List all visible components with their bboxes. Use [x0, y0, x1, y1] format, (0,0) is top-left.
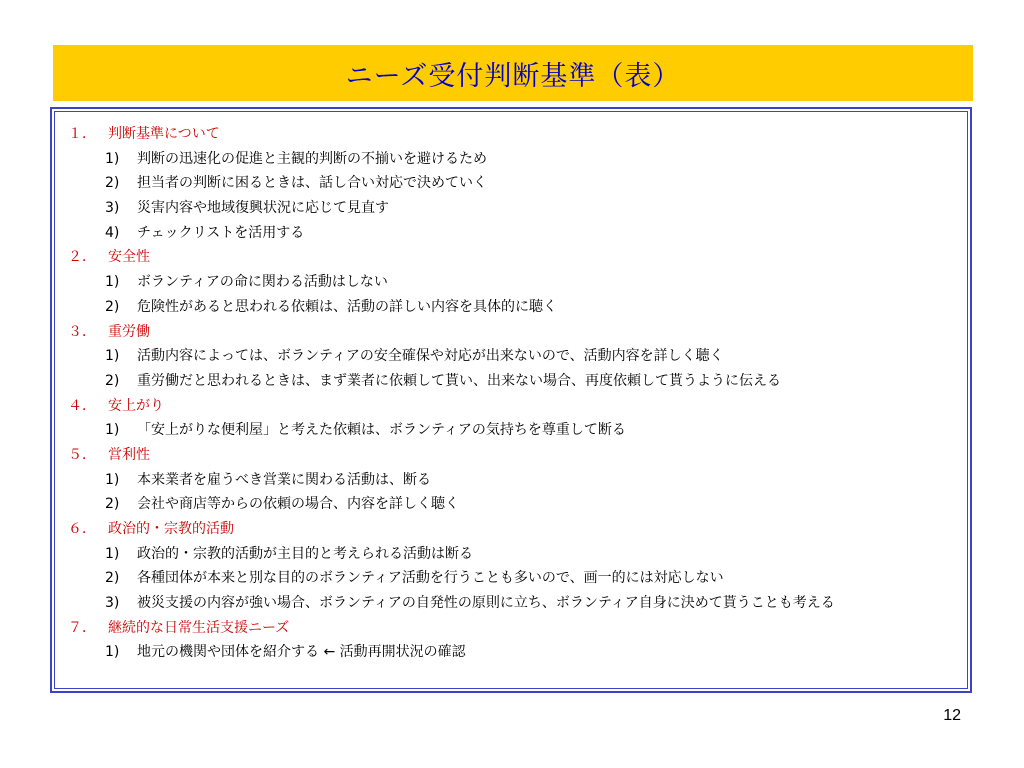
section-heading: [55, 394, 967, 419]
list-item: [55, 591, 967, 616]
section-heading: [55, 616, 967, 641]
item-text: 担当者の判断に困るときは、話し合い対応で決めていく: [137, 175, 487, 192]
section-6: [55, 517, 967, 616]
item-text: 重労働だと思われるときは、まず業者に依頼して貰い、出来ない場合、再度依頼して貰うように伝える: [137, 372, 781, 389]
list-item: [55, 295, 967, 320]
list-item: [55, 369, 967, 394]
section-title: 継続的な日常生活支援ニーズ: [108, 619, 290, 636]
item-number: 2): [105, 372, 120, 389]
item-text: 各種団体が本来と別な目的のボランティア活動を行うことも多いので、画一的には対応しない: [137, 570, 724, 587]
item-number: 2): [105, 570, 120, 587]
item-text: 危険性があると思われる依頼は、活動の詳しい内容を具体的に聴く: [137, 298, 557, 315]
item-text: 会社や商店等からの依頼の場合、内容を詳しく聴く: [137, 496, 459, 513]
section-title: 安上がり: [108, 397, 164, 414]
item-number: 2): [105, 298, 120, 315]
section-1: [55, 122, 967, 245]
section-number: ４．: [68, 397, 96, 414]
item-number: 1): [105, 150, 120, 167]
item-text: 「安上がりな便利屋」と考えた依頼は、ボランティアの気持ちを尊重して断る: [137, 422, 626, 439]
section-5: [55, 443, 967, 517]
page-number: 12: [943, 707, 961, 724]
item-text: 地元の機関や団体を紹介する ← 活動再開状況の確認: [137, 644, 466, 661]
item-number: 3): [105, 200, 120, 217]
section-heading: [55, 122, 967, 147]
item-number: 3): [105, 595, 120, 612]
section-4: [55, 394, 967, 443]
item-number: 1): [105, 348, 120, 365]
list-item: [55, 418, 967, 443]
item-number: 1): [105, 545, 120, 562]
item-text: 災害内容や地域復興状況に応じて見直す: [137, 200, 389, 217]
item-number: 2): [105, 496, 120, 513]
section-heading: [55, 517, 967, 542]
section-title: 営利性: [108, 446, 150, 463]
list-item: [55, 171, 967, 196]
list-item: [55, 221, 967, 246]
list-item: [55, 270, 967, 295]
slide-title: ニーズ受付判断基準（表）: [345, 60, 681, 92]
section-number: ７．: [68, 619, 96, 636]
list-item: [55, 468, 967, 493]
item-number: 1): [105, 471, 120, 488]
list-item: [55, 147, 967, 172]
item-text: 活動内容によっては、ボランティアの安全確保や対応が出来ないので、活動内容を詳しく聴く: [137, 348, 724, 365]
item-number: 1): [105, 274, 120, 291]
section-title: 判断基準について: [108, 126, 220, 142]
section-3: [55, 320, 967, 394]
item-number: 1): [105, 422, 120, 439]
section-title: 政治的・宗教的活動: [108, 521, 234, 537]
list-item: [55, 344, 967, 369]
item-text: 被災支援の内容が強い場合、ボランティアの自発性の原則に立ち、ボランティア自身に決めて貰うことも考える: [137, 595, 835, 612]
section-number: ３．: [68, 323, 96, 340]
list-item: [55, 542, 967, 567]
section-title: 重労働: [108, 323, 150, 340]
content-list: [54, 111, 968, 689]
section-7: [55, 616, 967, 665]
item-number: 1): [105, 644, 120, 661]
item-text: チェックリストを活用する: [137, 224, 305, 241]
section-2: [55, 245, 967, 319]
item-text: 政治的・宗教的活動が主目的と考えられる活動は断る: [137, 545, 473, 562]
section-heading: [55, 320, 967, 345]
item-text: 本来業者を雇うべき営業に関わる活動は、断る: [137, 471, 431, 488]
section-heading: [55, 443, 967, 468]
section-number: ５．: [68, 446, 96, 463]
section-number: ６．: [68, 521, 96, 537]
section-heading: [55, 245, 967, 270]
list-item: [55, 492, 967, 517]
section-number: １．: [68, 126, 96, 142]
item-text: ボランティアの命に関わる活動はしない: [137, 274, 388, 291]
content-frame: [50, 107, 972, 693]
list-item: [55, 566, 967, 591]
list-item: [55, 196, 967, 221]
title-bar: [53, 45, 973, 101]
item-number: 4): [105, 224, 120, 241]
section-number: ２．: [68, 249, 96, 266]
item-number: 2): [105, 175, 120, 192]
item-text: 判断の迅速化の促進と主観的判断の不揃いを避けるため: [137, 150, 487, 167]
section-title: 安全性: [108, 249, 150, 266]
list-item: [55, 640, 967, 665]
